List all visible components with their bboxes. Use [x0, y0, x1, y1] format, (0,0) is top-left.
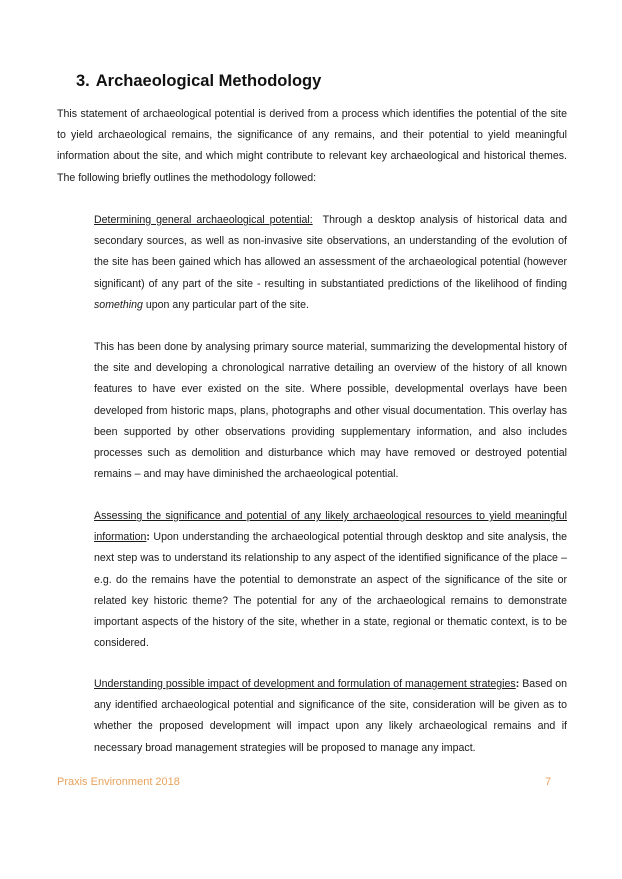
step-text: Through a desktop analysis of historical data and secondary sources, as well as non-invasive site observations, an understanding of the evolution of the site has been gained which has allowed an assessment of the archaeological potential (however significant) of any part of the site - resulting in substantiated predictions of the likelihood of finding	[94, 214, 567, 290]
step-text: Based on any identified archaeological potential and significance of the site, consideration will be given as to whether the proposed development will impact upon any likely archaeological remains and if necessary broad management strategies will be proposed to manage any impact.	[94, 678, 567, 754]
footer-company: Praxis Environment 2018	[57, 776, 180, 788]
step-text-end: upon any particular part of the site.	[142, 298, 309, 311]
section-title: Archaeological Methodology	[95, 72, 322, 90]
step-title: Determining general archaeological potential:	[94, 214, 313, 226]
methodology-paragraph-analysis: This has been done by analysing primary source material, summarizing the developmental history of the site and developing a chronological narrative detailing an overview of the history of all known features to have ever existed on the site. Where possible, developmental overlays have been developed from historic maps, plans, photographs and other visual documentation. This overlay has been supported by other observations providing supplementary information, and also includes processes such as demolition and disturbance which may have removed or destroyed potential remains – and may have diminished the archaeological potential.	[94, 341, 567, 481]
methodology-step-impact	[94, 674, 567, 759]
step-text: Upon understanding the archaeological potential through desktop and site analysis, the next step was to understand its relationship to any aspect of the identified significance of the place – e.g. do the remains have the potential to demonstrate an aspect of the significance of the site or related key historic theme? The potential for any of the archaeological remains to demonstrate important aspects of the history of the site, whether in a state, regional or thematic context, is to be considered.	[94, 531, 567, 650]
methodology-step-potential	[94, 210, 567, 316]
step-colon: :	[515, 678, 520, 690]
section-heading	[76, 72, 321, 91]
section-number: 3.	[76, 72, 90, 90]
step-title: Assessing the significance and potential of any likely archaeological resources to yield meaningful information	[94, 510, 567, 544]
methodology-step-significance	[94, 506, 567, 654]
intro-paragraph: This statement of archaeological potential is derived from a process which identifies the potential of the site to yield archaeological remains, the significance of any remains, and their potential to yield meaningful information about the site, and which might contribute to relevant key archaeological and historical themes. The following briefly outlines the methodology followed:	[57, 108, 567, 184]
step-title: Understanding possible impact of development and formulation of management strategies	[94, 678, 516, 690]
footer-page-number: 7	[545, 776, 552, 788]
step-italic-word: something	[94, 298, 143, 311]
step-colon: :	[146, 531, 150, 544]
